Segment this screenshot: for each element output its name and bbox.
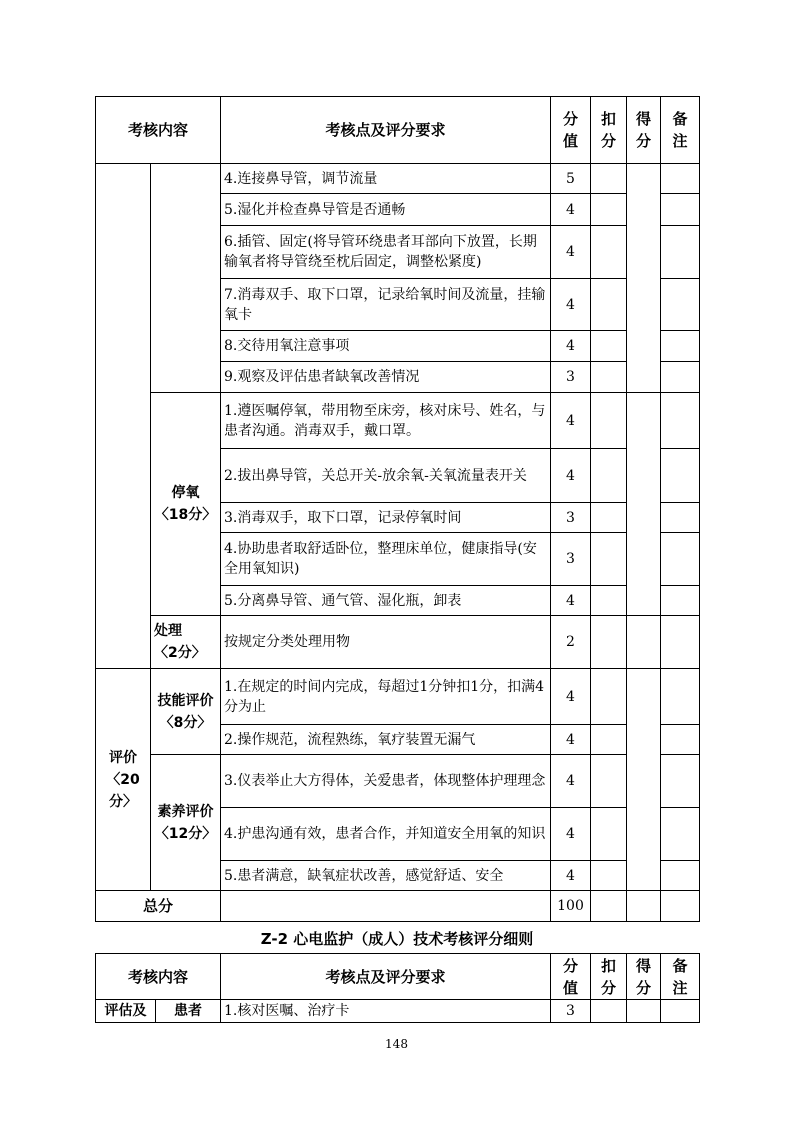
item-score: 5 — [551, 164, 591, 194]
deduct-cell — [591, 194, 627, 226]
note-cell — [661, 164, 700, 194]
note-cell — [661, 891, 700, 922]
item-score: 4 — [551, 669, 591, 725]
item-score: 4 — [551, 861, 591, 891]
item-score: 4 — [551, 586, 591, 616]
item-score: 3 — [551, 362, 591, 393]
item-text: 5.患者满意，缺氧症状改善，感觉舒适、安全 — [221, 861, 551, 891]
item-score: 4 — [551, 393, 591, 449]
table-row — [96, 164, 700, 194]
table-row — [96, 393, 700, 449]
deduct-cell — [591, 861, 627, 891]
total-blank-cell — [221, 891, 551, 922]
header-note: 备 注 — [661, 97, 700, 164]
deduct-cell — [591, 164, 627, 194]
item-text: 4.连接鼻导管，调节流量 — [221, 164, 551, 194]
item-text: 按规定分类处理用物 — [221, 616, 551, 669]
deduct-cell — [591, 755, 627, 808]
header-score: 分 值 — [551, 954, 591, 1000]
scoring-table-oxygen — [95, 96, 700, 922]
table-row — [96, 1000, 700, 1023]
got-cell — [627, 891, 661, 922]
item-score: 3 — [551, 503, 591, 533]
note-cell — [661, 226, 700, 279]
item-text: 1.在规定的时间内完成，每超过1分钟扣1分，扣满4分为止 — [221, 669, 551, 725]
item-score: 4 — [551, 279, 591, 331]
page-number: 148 — [385, 1037, 408, 1051]
header-points: 考核点及评分要求 — [221, 954, 551, 1000]
item-score: 4 — [551, 226, 591, 279]
note-cell — [661, 279, 700, 331]
total-label: 总分 — [96, 891, 221, 922]
note-cell — [661, 755, 700, 808]
item-text: 4.协助患者取舒适卧位，整理床单位，健康指导(安全用氧知识) — [221, 533, 551, 586]
note-cell — [661, 331, 700, 362]
table-row — [96, 755, 700, 808]
category-cell-blank — [96, 164, 151, 669]
item-text: 9.观察及评估患者缺氧改善情况 — [221, 362, 551, 393]
item-text: 3.消毒双手，取下口罩，记录停氧时间 — [221, 503, 551, 533]
item-text: 6.插管、固定(将导管环绕患者耳部向下放置，长期输氧者将导管绕至枕后固定，调整松紧度) — [221, 226, 551, 279]
stop-oxygen-label: 停氧 〈18分〉 — [151, 393, 221, 616]
quality-evaluation-label: 素养评价 〈12分〉 — [151, 755, 221, 891]
item-text: 3.仪表举止大方得体，关爱患者，体现整体护理理念 — [221, 755, 551, 808]
header-score: 分 值 — [551, 97, 591, 164]
note-cell — [661, 1000, 700, 1023]
got-cell — [627, 616, 661, 669]
section-title: Z-2 心电监护（成人）技术考核评分细则 — [260, 930, 534, 948]
evaluation-label: 评价 〈20分〉 — [96, 669, 151, 891]
header-points: 考核点及评分要求 — [221, 97, 551, 164]
header-content: 考核内容 — [96, 954, 221, 1000]
got-cell — [627, 669, 661, 891]
subcategory-label: 患者 — [156, 1000, 221, 1023]
item-score: 4 — [551, 449, 591, 503]
item-score: 4 — [551, 755, 591, 808]
note-cell — [661, 194, 700, 226]
item-text: 2.拔出鼻导管，关总开关-放余氧-关氧流量表开关 — [221, 449, 551, 503]
item-score: 4 — [551, 725, 591, 755]
header-deduct: 扣 分 — [591, 97, 627, 164]
header-got: 得 分 — [627, 954, 661, 1000]
total-score: 100 — [551, 891, 591, 922]
item-score: 4 — [551, 331, 591, 362]
note-cell — [661, 669, 700, 725]
note-cell — [661, 533, 700, 586]
item-score: 4 — [551, 194, 591, 226]
deduct-cell — [591, 616, 627, 669]
table-row — [96, 669, 700, 725]
note-cell — [661, 449, 700, 503]
item-text: 5.湿化并检查鼻导管是否通畅 — [221, 194, 551, 226]
deduct-cell — [591, 808, 627, 861]
item-text: 8.交待用氧注意事项 — [221, 331, 551, 362]
item-text: 5.分离鼻导管、通气管、湿化瓶，卸表 — [221, 586, 551, 616]
item-text: 7.消毒双手、取下口罩，记录给氧时间及流量，挂输氧卡 — [221, 279, 551, 331]
item-score: 4 — [551, 808, 591, 861]
got-cell — [627, 393, 661, 616]
note-cell — [661, 503, 700, 533]
item-text: 2.操作规范，流程熟练，氧疗装置无漏气 — [221, 725, 551, 755]
subcategory-cell-blank — [151, 164, 221, 393]
got-cell — [627, 164, 661, 393]
deduct-cell — [591, 331, 627, 362]
item-text: 1.核对医嘱、治疗卡 — [221, 1000, 551, 1023]
scoring-table-ecg — [95, 953, 700, 1023]
note-cell — [661, 616, 700, 669]
item-score: 2 — [551, 616, 591, 669]
header-got: 得 分 — [627, 97, 661, 164]
deduct-cell — [591, 279, 627, 331]
deduct-cell — [591, 503, 627, 533]
deduct-cell — [591, 393, 627, 449]
table-header-row — [96, 954, 700, 1000]
deduct-cell — [591, 1000, 627, 1023]
item-text: 1.遵医嘱停氧，带用物至床旁，核对床号、姓名，与患者沟通。消毒双手，戴口罩。 — [221, 393, 551, 449]
table-row — [96, 616, 700, 669]
got-cell — [627, 1000, 661, 1023]
handling-label: 处理 〈2分〉 — [151, 616, 221, 669]
note-cell — [661, 586, 700, 616]
deduct-cell — [591, 226, 627, 279]
note-cell — [661, 393, 700, 449]
deduct-cell — [591, 586, 627, 616]
header-content: 考核内容 — [96, 97, 221, 164]
deduct-cell — [591, 725, 627, 755]
note-cell — [661, 362, 700, 393]
category-label: 评估及 — [96, 1000, 156, 1023]
item-score: 3 — [551, 1000, 591, 1023]
note-cell — [661, 808, 700, 861]
deduct-cell — [591, 449, 627, 503]
header-deduct: 扣 分 — [591, 954, 627, 1000]
deduct-cell — [591, 891, 627, 922]
item-text: 4.护患沟通有效，患者合作，并知道安全用氧的知识 — [221, 808, 551, 861]
total-row — [96, 891, 700, 922]
note-cell — [661, 725, 700, 755]
note-cell — [661, 861, 700, 891]
deduct-cell — [591, 669, 627, 725]
skill-evaluation-label: 技能评价 〈8分〉 — [151, 669, 221, 755]
deduct-cell — [591, 362, 627, 393]
header-note: 备 注 — [661, 954, 700, 1000]
item-score: 3 — [551, 533, 591, 586]
deduct-cell — [591, 533, 627, 586]
table-header-row — [96, 97, 700, 164]
